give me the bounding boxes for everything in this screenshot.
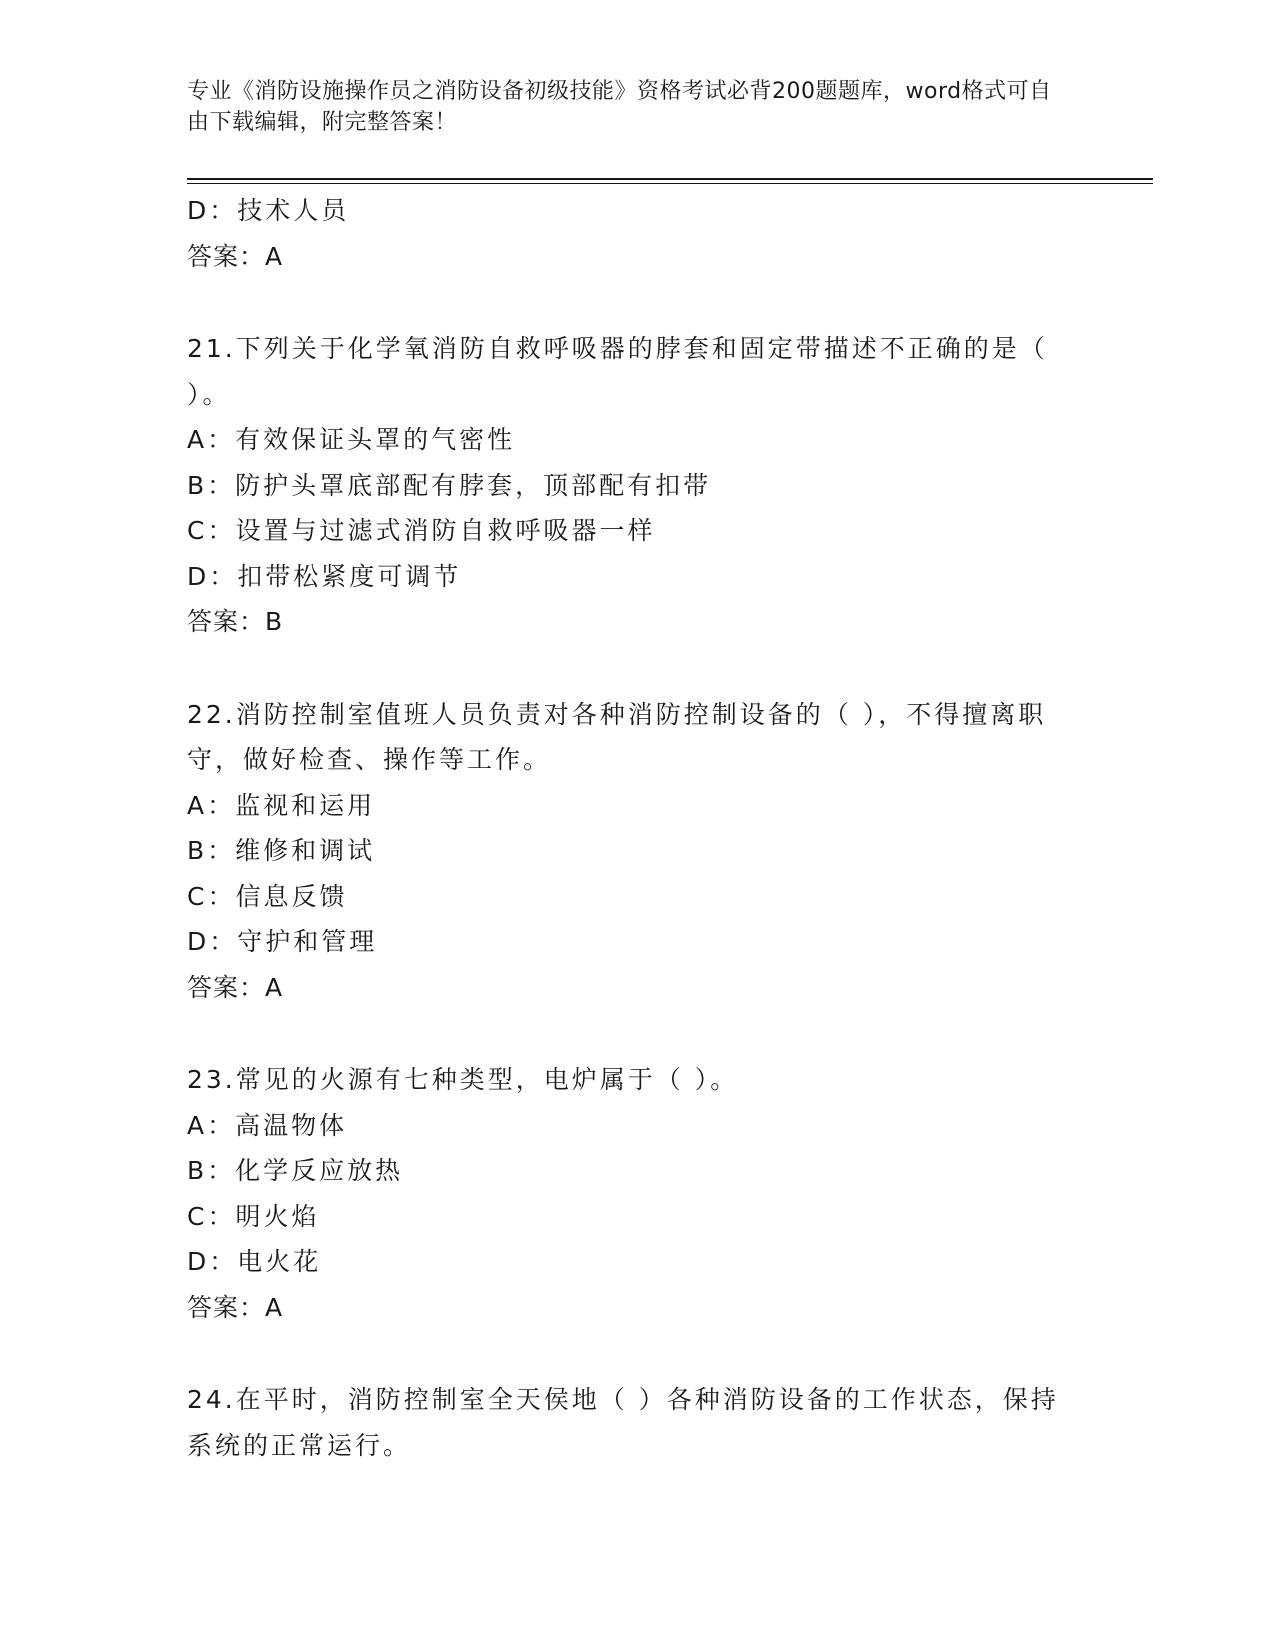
option-b: B：维修和调试	[187, 836, 376, 865]
question-21	[187, 326, 1067, 417]
option-d: D：扣带松紧度可调节	[187, 561, 462, 591]
question-number: 22.	[187, 699, 236, 729]
question-text: 常见的火源有七种类型，电炉属于（ ）。	[235, 1065, 739, 1094]
question-text: 下列关于化学氧消防自救呼吸器的脖套和固定带描述不正确的是（ ）。	[187, 334, 1048, 409]
question-text: 消防控制室值班人员负责对各种消防控制设备的（ ），不得擅离职守，做好检查、操作等工作。	[187, 699, 1047, 774]
option-c: C：设置与过滤式消防自救呼吸器一样	[187, 516, 656, 545]
answer: 答案：A	[187, 972, 284, 1002]
question-text: 在平时，消防控制室全天侯地（ ）各种消防设备的工作状态，保持系统的正常运行。	[187, 1385, 1059, 1460]
option-d: D：守护和管理	[187, 927, 378, 956]
option-d: D：电火花	[187, 1247, 322, 1276]
question-23	[187, 1057, 1067, 1103]
option-a: A：高温物体	[187, 1110, 348, 1140]
answer: 答案：B	[187, 607, 284, 636]
option-b: B：化学反应放热	[187, 1156, 404, 1185]
question-content	[187, 188, 1067, 1468]
question-number: 23.	[187, 1065, 236, 1094]
option-a: A：监视和运用	[187, 790, 376, 820]
option-c: C：明火焰	[187, 1201, 320, 1231]
document-header: 专业《消防设施操作员之消防设备初级技能》资格考试必背200题题库，word格式可自由下载编辑，附完整答案！	[187, 79, 1052, 135]
carryover-answer: 答案：A	[187, 241, 284, 271]
answer: 答案：A	[187, 1292, 284, 1322]
header-rule-thick	[187, 178, 1153, 180]
carryover-option-d: D：技术人员	[187, 196, 350, 225]
header-rule-thin	[187, 183, 1153, 184]
question-24	[187, 1377, 1067, 1468]
option-c: C：信息反馈	[187, 881, 348, 911]
option-b: B：防护头罩底部配有脖套，顶部配有扣带	[187, 470, 712, 500]
option-a: A：有效保证头罩的气密性	[187, 425, 516, 454]
question-number: 24.	[187, 1385, 236, 1414]
question-number: 21.	[187, 334, 236, 363]
question-22	[187, 692, 1067, 783]
